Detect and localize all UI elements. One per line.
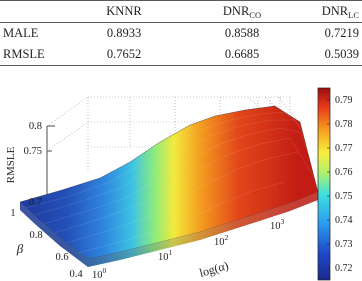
alpha-tick-label: $10^0$ <box>92 266 107 281</box>
beta-tick-label: 0.8 <box>29 230 43 241</box>
colorbar-tick-label: 0.73 <box>335 239 353 250</box>
cell-rmsle-dnr-lc: 0.5039 <box>301 44 362 66</box>
colorbar-tick-label: 0.76 <box>335 167 353 178</box>
colorbar-tick-label: 0.72 <box>335 263 353 274</box>
alpha-tick-label: $10^1$ <box>158 248 173 263</box>
colorbar-tick-label: 0.75 <box>335 191 353 202</box>
axes-box <box>47 126 55 202</box>
colorbar-tick-label: 0.78 <box>335 119 353 130</box>
z-axis-label: RMSLE <box>5 146 17 184</box>
surface-plot <box>0 70 362 281</box>
header-dnr-co: $DNR_{CO}$ <box>183 1 301 23</box>
cell-male-dnr-lc: 0.7219 <box>324 26 359 40</box>
row-label-male: MALE <box>3 26 39 40</box>
rmsle-surface <box>20 106 318 267</box>
results-table <box>0 0 362 66</box>
colorbar-tick-label: 0.77 <box>335 143 353 154</box>
beta-axis-label: β <box>16 241 24 256</box>
beta-tick-label: 0.4 <box>69 269 83 280</box>
alpha-tick-label: $10^3$ <box>270 217 285 232</box>
z-tick-label: 0.8 <box>28 121 42 132</box>
table-row <box>0 44 362 66</box>
alpha-tick-label: $10^2$ <box>214 233 229 248</box>
colorbar-tick-label: 0.74 <box>335 215 353 226</box>
table-header-row <box>0 1 362 23</box>
header-empty <box>0 1 65 23</box>
z-tick-label: 0.7 <box>28 197 42 208</box>
cell-male-knnr: 0.8933 <box>106 26 142 40</box>
alpha-axis-label: log(α) <box>197 258 231 280</box>
header-dnr-lc: $DNR_{LC}$ <box>301 1 362 23</box>
cell-rmsle-knnr: 0.7652 <box>65 44 183 66</box>
cell-male-dnr-co: 0.8588 <box>224 26 260 40</box>
row-label-rmsle: RMSLE <box>0 44 65 66</box>
colorbar-tick-label: 0.79 <box>335 95 353 106</box>
beta-tick-label: 0.6 <box>55 252 69 263</box>
z-tick-label: 0.75 <box>23 146 42 157</box>
header-knnr: KNNR <box>65 1 183 23</box>
cell-rmsle-dnr-co: 0.6685 <box>183 44 301 66</box>
colorbar <box>318 88 353 280</box>
z-axis <box>5 121 42 208</box>
table-row <box>0 23 362 45</box>
beta-tick-label: 1 <box>10 208 16 219</box>
